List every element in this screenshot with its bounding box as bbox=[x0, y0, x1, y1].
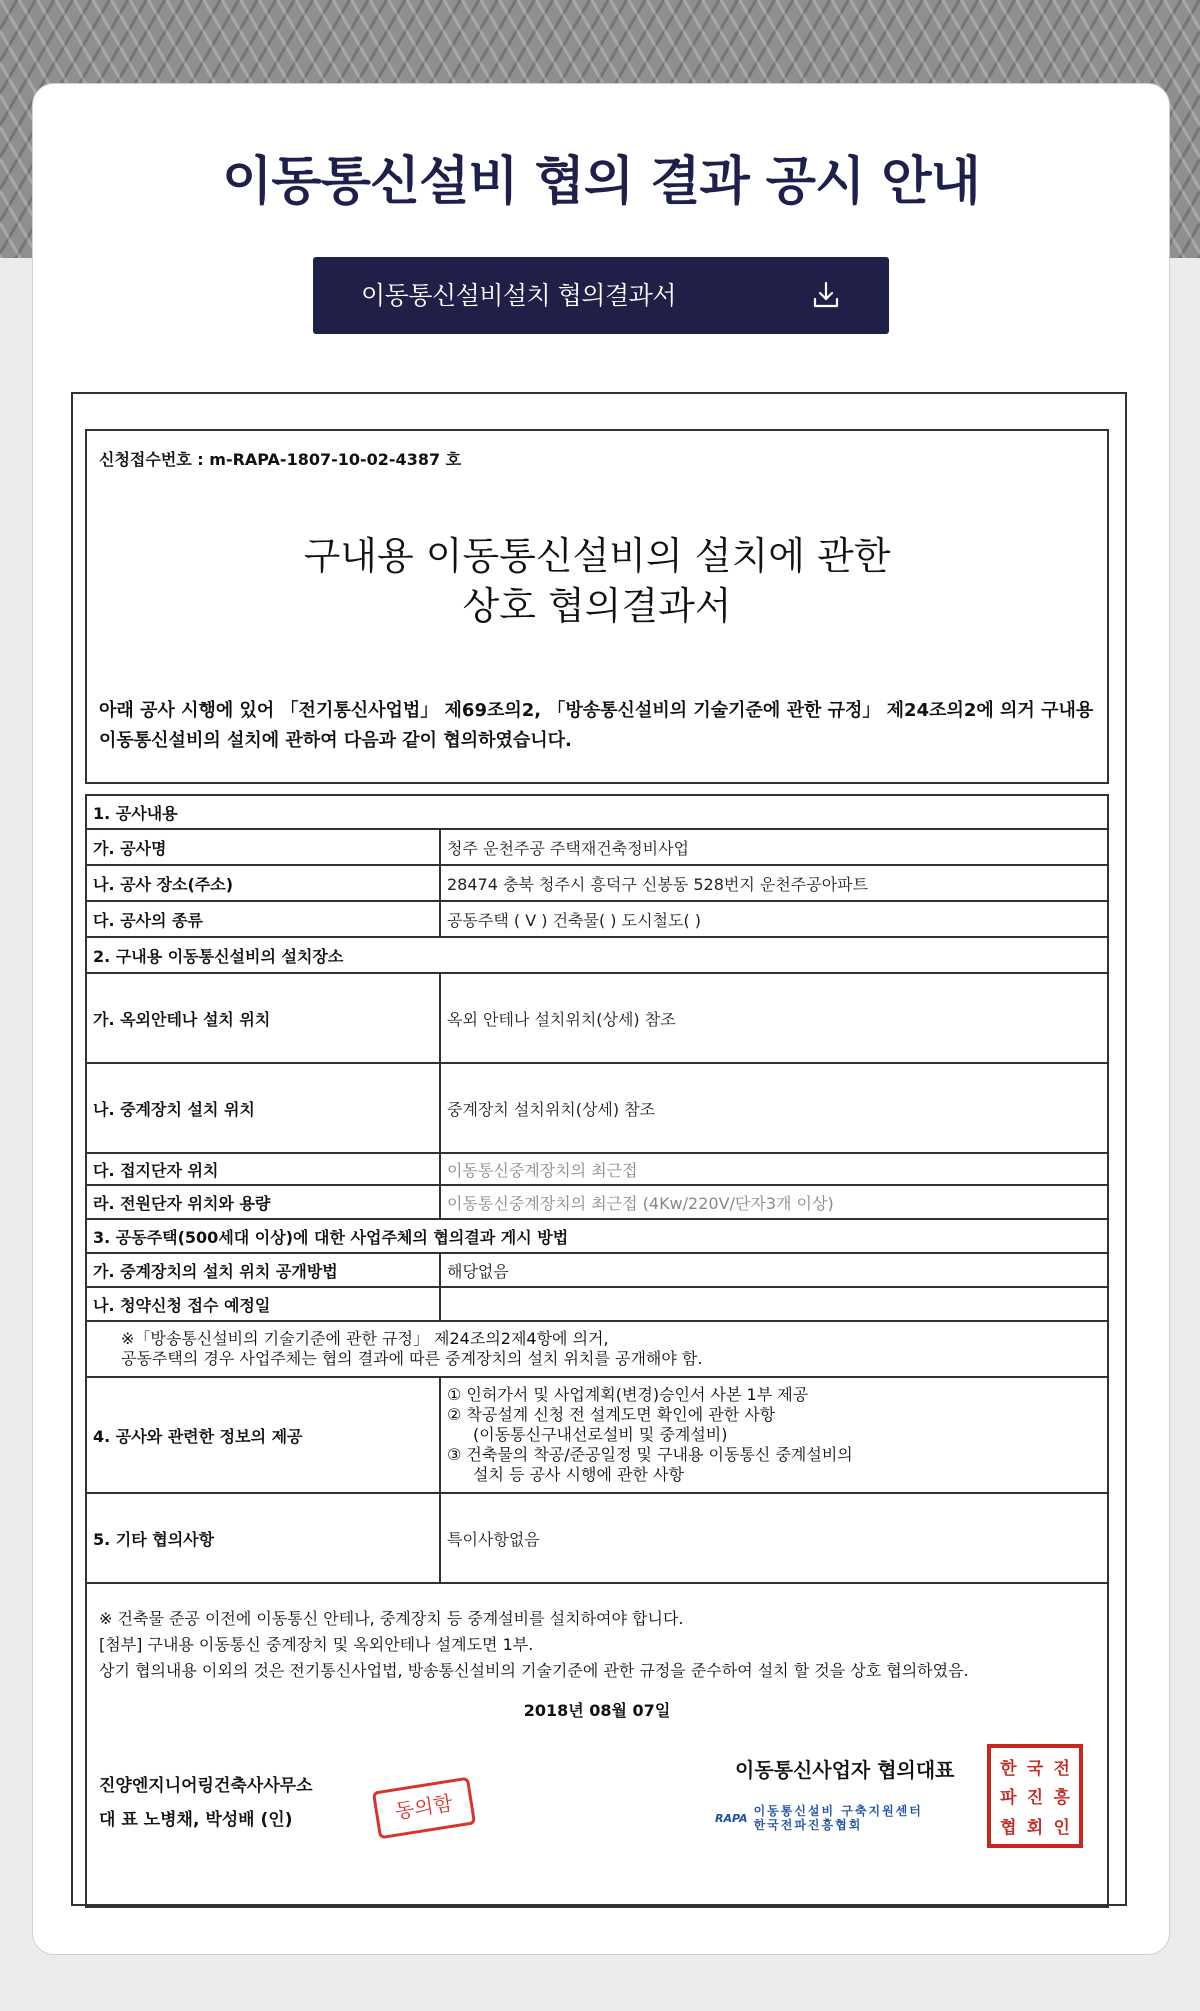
agreement-document bbox=[71, 392, 1127, 1906]
antenna-location-value: 옥외 안테나 설치위치(상세) 참조 bbox=[440, 973, 1108, 1063]
document-footer bbox=[86, 1583, 1108, 1907]
info-provision-list bbox=[440, 1377, 1108, 1493]
document-header-box bbox=[85, 429, 1109, 784]
download-icon bbox=[811, 280, 841, 310]
table-row bbox=[86, 829, 1108, 865]
rapa-logo-line2: 한국전파진흥협회 bbox=[753, 1818, 863, 1832]
construction-name-value: 청주 운천주공 주택재건축정비사업 bbox=[440, 829, 1108, 865]
regulation-note bbox=[86, 1321, 1108, 1377]
antenna-location-label: 가. 옥외안테나 설치 위치 bbox=[86, 973, 440, 1063]
table-row bbox=[86, 1377, 1108, 1493]
table-row bbox=[86, 1153, 1108, 1185]
document-title-line2: 상호 협의결과서 bbox=[462, 584, 732, 628]
construction-name-label: 가. 공사명 bbox=[86, 829, 440, 865]
note-row bbox=[86, 1321, 1108, 1377]
content-card bbox=[32, 83, 1170, 1955]
seal-character: 회 bbox=[1026, 1817, 1044, 1838]
relay-location-value: 중계장치 설치위치(상세) 참조 bbox=[440, 1063, 1108, 1153]
document-intro: 아래 공사 시행에 있어 「전기통신사업법」 제69조의2, 「방송통신설비의 기술기준에 관한 규정」 제24조의2에 의거 구내용 이동통신설비의 설치에 관하여 다음과 같이 협의하였습니다. bbox=[99, 700, 1094, 751]
table-row bbox=[86, 973, 1108, 1063]
subscription-date-label: 나. 청약신청 접수 예정일 bbox=[86, 1287, 440, 1321]
section-2-heading: 2. 구내용 이동통신설비의 설치장소 bbox=[86, 937, 1108, 973]
section-row bbox=[86, 1219, 1108, 1253]
table-row bbox=[86, 901, 1108, 937]
table-row bbox=[86, 1185, 1108, 1219]
regulation-note-line2: 공동주택의 경우 사업주체는 협의 결과에 따른 중계장치의 설치 위치를 공개해야 함. bbox=[121, 1349, 703, 1368]
ground-terminal-label: 다. 접지단자 위치 bbox=[86, 1153, 440, 1185]
agreement-table bbox=[85, 794, 1109, 1908]
info-item-3-detail: 설치 등 공사 시행에 관한 사항 bbox=[473, 1465, 684, 1484]
construction-type-label: 다. 공사의 종류 bbox=[86, 901, 440, 937]
seal-character: 국 bbox=[1026, 1759, 1044, 1780]
seal-character: 인 bbox=[1053, 1817, 1070, 1838]
info-item-3: ③ 건축물의 착공/준공일정 및 구내용 이동통신 중계설비의 bbox=[447, 1445, 853, 1464]
contractor-ceo: 대 표 노병채, 박성배 (인) bbox=[99, 1810, 293, 1830]
footer-attachment: [첨부] 구내용 이동통신 중계장치 및 옥외안테나 설계도면 1부. bbox=[99, 1635, 534, 1654]
rapa-logo-mark: RAPA bbox=[715, 1811, 748, 1825]
section-1-heading: 1. 공사내용 bbox=[86, 795, 1108, 829]
relay-location-label: 나. 중계장치 설치 위치 bbox=[86, 1063, 440, 1153]
carrier-representative-title: 이동통신사업자 협의대표 bbox=[735, 1758, 955, 1782]
rapa-logo-text bbox=[754, 1804, 923, 1832]
seal-character: 파 bbox=[1000, 1788, 1017, 1809]
seal-character: 전 bbox=[1053, 1759, 1070, 1780]
footer-agreement: 상기 협의내용 이외의 것은 전기통신사업법, 방송통신설비의 기술기준에 관한 규정을 준수하여 설치 할 것을 상호 협의하였음. bbox=[99, 1661, 969, 1680]
official-seal bbox=[987, 1744, 1083, 1848]
download-button-label: 이동통신설비설치 협의결과서 bbox=[361, 281, 676, 310]
regulation-note-line1: ※「방송통신설비의 기술기준에 관한 규정」 제24조의2제4항에 의거, bbox=[121, 1329, 609, 1348]
power-terminal-value: 이동통신중계장치의 최근접 (4Kw/220V/단자3개 이상) bbox=[440, 1185, 1108, 1219]
table-row bbox=[86, 1287, 1108, 1321]
disclosure-method-value: 해당없음 bbox=[440, 1253, 1108, 1287]
table-row bbox=[86, 1493, 1108, 1583]
disclosure-method-label: 가. 중계장치의 설치 위치 공개방법 bbox=[86, 1253, 440, 1287]
agreement-date: 2018년 08월 07일 bbox=[523, 1701, 671, 1720]
other-agreement-value: 특이사항없음 bbox=[440, 1493, 1108, 1583]
contractor-block bbox=[99, 1769, 313, 1837]
section-4-heading: 4. 공사와 관련한 정보의 제공 bbox=[86, 1377, 440, 1493]
footer-notice: ※ 건축물 준공 이전에 이동통신 안테나, 중계장치 등 중계설비를 설치하여야 합니다. bbox=[99, 1609, 684, 1628]
document-title-line1: 구내용 이동통신설비의 설치에 관한 bbox=[303, 534, 891, 578]
document-title bbox=[87, 531, 1107, 631]
table-row bbox=[86, 865, 1108, 901]
info-item-2: ② 착공설계 신청 전 설계도면 확인에 관한 사항 bbox=[447, 1405, 776, 1424]
section-row bbox=[86, 937, 1108, 973]
info-item-2-detail: (이동통신구내선로설비 및 중계설비) bbox=[473, 1425, 728, 1444]
rapa-logo bbox=[715, 1804, 923, 1832]
seal-character: 한 bbox=[1000, 1759, 1017, 1780]
footer-row bbox=[86, 1583, 1108, 1907]
section-5-heading: 5. 기타 협의사항 bbox=[86, 1493, 440, 1583]
rapa-logo-line1: 이동통신설비 구축지원센터 bbox=[753, 1804, 923, 1818]
section-3-heading: 3. 공동주택(500세대 이상)에 대한 사업주체의 협의결과 게시 방법 bbox=[86, 1219, 1108, 1253]
info-item-1: ① 인허가서 및 사업계획(변경)승인서 사본 1부 제공 bbox=[447, 1385, 809, 1404]
construction-place-label: 나. 공사 장소(주소) bbox=[86, 865, 440, 901]
power-terminal-label: 라. 전원단자 위치와 용량 bbox=[86, 1185, 440, 1219]
table-row bbox=[86, 1253, 1108, 1287]
construction-type-value: 공동주택 ( V ) 건축물( ) 도시철도( ) bbox=[440, 901, 1108, 937]
section-row bbox=[86, 795, 1108, 829]
seal-character: 협 bbox=[1000, 1817, 1017, 1838]
agree-stamp: 동의함 bbox=[372, 1777, 476, 1840]
seal-character: 진 bbox=[1026, 1788, 1044, 1809]
receipt-number: 신청접수번호 : m-RAPA-1807-10-02-4387 호 bbox=[99, 450, 462, 469]
table-row bbox=[86, 1063, 1108, 1153]
page-title: 이동통신설비 협의 결과 공시 안내 bbox=[222, 152, 980, 212]
subscription-date-value bbox=[440, 1287, 1108, 1321]
seal-character: 흥 bbox=[1053, 1788, 1070, 1809]
download-button[interactable] bbox=[313, 257, 889, 334]
contractor-company: 진양엔지니어링건축사사무소 bbox=[99, 1776, 313, 1796]
construction-place-value: 28474 충북 청주시 흥덕구 신봉동 528번지 운천주공아파트 bbox=[440, 865, 1108, 901]
ground-terminal-value: 이동통신중계장치의 최근접 bbox=[440, 1153, 1108, 1185]
